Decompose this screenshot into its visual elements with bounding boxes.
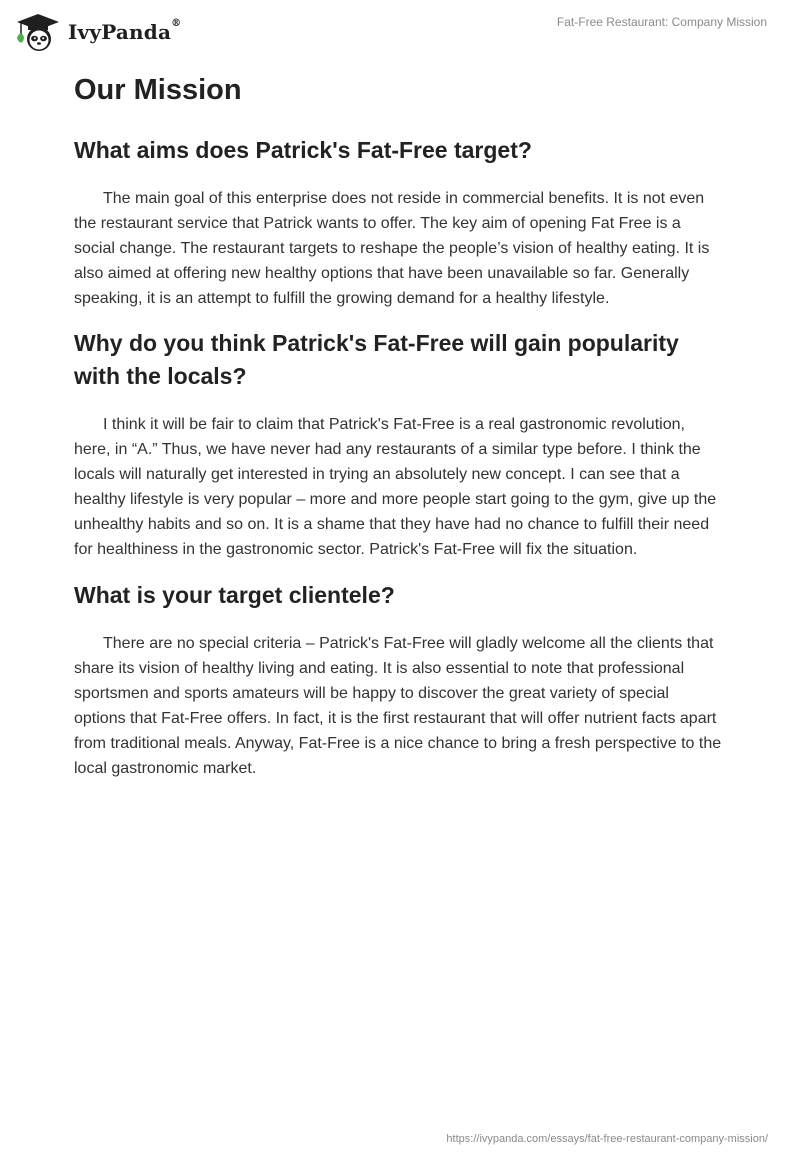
source-url-link[interactable]: https://ivypanda.com/essays/fat-free-restaurant-company-mission/ xyxy=(446,1133,768,1145)
section-heading-popularity: Why do you think Patrick's Fat-Free will gain popularity with the locals? xyxy=(74,330,679,389)
document-title: Fat-Free Restaurant: Company Mission xyxy=(556,15,767,29)
essay-content xyxy=(74,70,724,781)
page-header xyxy=(0,0,800,64)
brand-name: IvyPanda® xyxy=(68,18,182,44)
section-body-popularity: I think it will be fair to claim that Patrick's Fat-Free is a real gastronomic revolution, here, in “A.” Thus, we have never had any restaurants of a similar type before. I think the locals will naturally get interested in trying an absolutely new concept. I can see that a healthy lifestyle is very popular – more and more people start going to the gym, give up the unhealthy habits and so on. It is a shame that they have had no chance to fulfill their need for healthiness in the gastronomic sector. Patrick's Fat-Free will fix the situation. xyxy=(74,416,717,558)
section-body-aims: The main goal of this enterprise does not reside in commercial benefits. It is not even the restaurant service that Patrick wants to offer. The key aim of opening Fat Free is a social change. The restaurant targets to reshape the people’s vision of healthy eating. It is also aimed at offering new healthy options that have been unavailable so far. Generally speaking, it is an attempt to fulfill the growing demand for a healthy lifestyle. xyxy=(74,190,710,307)
page-title: Our Mission xyxy=(74,74,242,106)
section-body-clientele: There are no special criteria – Patrick's Fat-Free will gladly welcome all the clients that share its vision of healthy living and eating. It is also essential to note that professional sportsmen and sports amateurs will be happy to discover the great variety of special options that Fat-Free offers. In fact, it is the first restaurant that will offer nutrient facts apart from traditional meals. Anyway, Fat-Free is a nice chance to bring a fresh perspective to the local gastronomic market. xyxy=(74,635,722,777)
panda-graduate-icon xyxy=(14,12,62,52)
brand-logo[interactable] xyxy=(14,8,181,56)
section-heading-clientele: What is your target clientele? xyxy=(74,582,395,608)
section-heading-aims: What aims does Patrick's Fat-Free target? xyxy=(74,137,532,163)
